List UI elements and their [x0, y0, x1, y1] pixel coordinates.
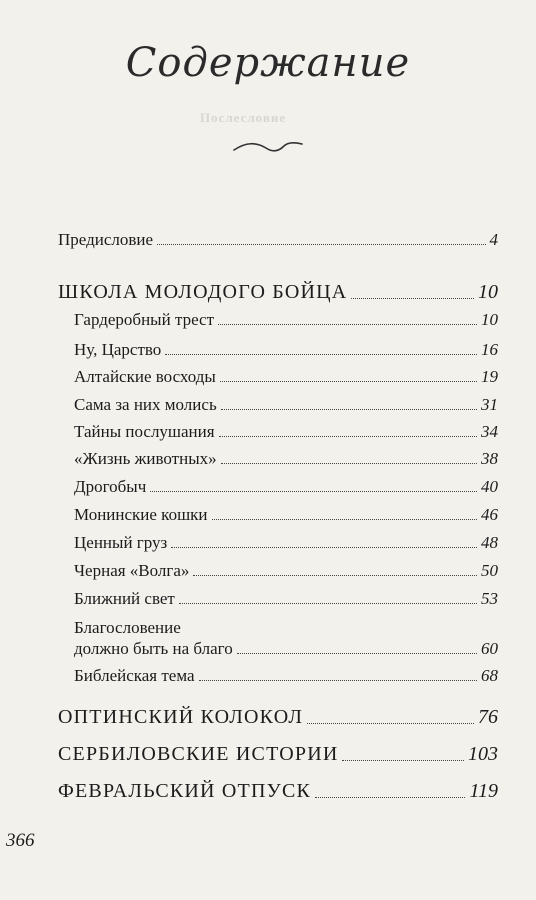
dot-leader: [150, 490, 477, 492]
toc-entry-label: Черная «Волга»: [74, 561, 190, 580]
dot-leader: [199, 679, 477, 681]
dot-leader: [218, 323, 477, 325]
toc-section-3[interactable]: [58, 743, 498, 766]
dot-leader: [307, 722, 474, 724]
toc-entry-label: Монинские кошки: [74, 505, 208, 524]
toc-section-4[interactable]: [58, 780, 498, 803]
toc-entry-label: Алтайские восходы: [74, 367, 216, 386]
dot-leader: [342, 759, 464, 761]
toc-entry[interactable]: [74, 505, 498, 525]
dot-leader: [193, 574, 477, 576]
toc-entry[interactable]: [74, 666, 498, 686]
toc-page-number: 50: [481, 561, 498, 580]
toc-entry[interactable]: [74, 639, 498, 659]
toc-entry[interactable]: [74, 367, 498, 387]
toc-entry-label: Предисловие: [58, 230, 154, 249]
dot-leader: [351, 297, 474, 299]
dot-leader: [171, 546, 477, 548]
toc-page-number: 19: [481, 367, 498, 386]
toc-entry-label: должно быть на благо: [74, 639, 233, 658]
toc-page-number: 40: [481, 477, 498, 496]
toc-page-number: 103: [468, 743, 498, 765]
dot-leader: [212, 518, 477, 520]
dot-leader: [219, 435, 477, 437]
dot-leader: [221, 462, 477, 464]
toc-section-label: ФЕВРАЛЬСКИЙ ОТПУСК: [58, 780, 312, 802]
toc-entry-label: Ближний свет: [74, 589, 175, 608]
dot-leader: [221, 408, 477, 410]
toc-entry[interactable]: [74, 395, 498, 415]
flourish-ornament: [232, 138, 304, 156]
dot-leader: [220, 380, 477, 382]
bleed-through-text: Послесловие: [200, 110, 287, 125]
toc-entry-label: Ну, Царство: [74, 340, 162, 359]
toc-entry-label: Тайны послушания: [74, 422, 215, 441]
toc-entry-label: Библейская тема: [74, 666, 195, 685]
dot-leader: [179, 602, 477, 604]
toc-page-number: 10: [481, 310, 498, 329]
toc-entry-label: Гардеробный трест: [74, 310, 215, 329]
toc-page-number: 119: [469, 780, 498, 802]
toc-entry[interactable]: [74, 310, 498, 330]
toc-section-label: ОПТИНСКИЙ КОЛОКОЛ: [58, 706, 304, 728]
toc-page-number: 53: [481, 589, 498, 608]
toc-entry-label: Ценный груз: [74, 533, 168, 552]
dot-leader: [165, 353, 477, 355]
dot-leader: [237, 652, 477, 654]
dot-leader: [157, 243, 485, 245]
toc-page-number: 46: [481, 505, 498, 524]
toc-page-number: 16: [481, 340, 498, 359]
toc-section-1[interactable]: [58, 281, 498, 304]
toc-entry[interactable]: [74, 449, 498, 469]
toc-entry[interactable]: [74, 533, 498, 553]
toc-page-number: 76: [478, 706, 498, 728]
toc-section-label: СЕРБИЛОВСКИЕ ИСТОРИИ: [58, 743, 339, 765]
toc-entry[interactable]: [74, 422, 498, 442]
toc-page-number: 10: [478, 281, 498, 303]
toc-page-number: 48: [481, 533, 498, 552]
dot-leader: [315, 796, 465, 798]
toc-entry-label: «Жизнь животных»: [74, 449, 217, 468]
toc-entry[interactable]: [74, 561, 498, 581]
toc-section-2[interactable]: [58, 706, 498, 729]
toc-entry-label: Сама за них молись: [74, 395, 217, 414]
toc-entry-multiline-first-line[interactable]: Благословение: [74, 618, 181, 637]
toc-entry-label: Дрогобыч: [74, 477, 147, 496]
toc-entry-preface[interactable]: [58, 230, 498, 250]
toc-page-number: 60: [481, 639, 498, 658]
folio-page-number: 366: [6, 830, 35, 851]
toc-entry[interactable]: [74, 340, 498, 360]
toc-page-number: 4: [489, 230, 498, 249]
toc-page-number: 38: [481, 449, 498, 468]
toc-entry[interactable]: [74, 477, 498, 497]
toc-section-label: ШКОЛА МОЛОДОГО БОЙЦА: [58, 281, 348, 303]
toc-page-number: 34: [481, 422, 498, 441]
toc-entry[interactable]: [74, 589, 498, 609]
toc-page-number: 31: [481, 395, 498, 414]
page-title: Содержание: [125, 40, 411, 86]
toc-page-number: 68: [481, 666, 498, 685]
